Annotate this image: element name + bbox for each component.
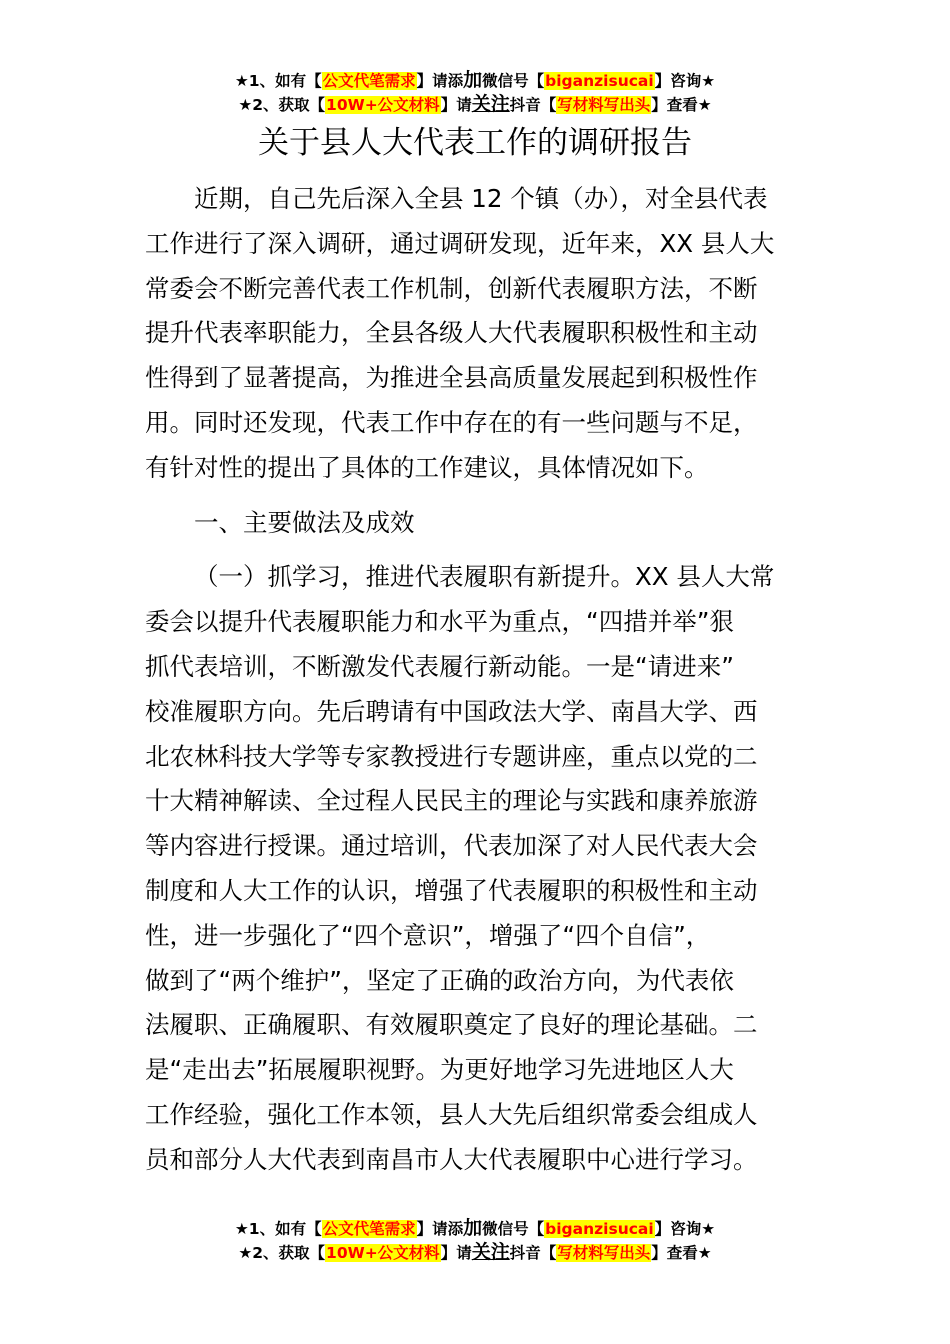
top-promo-banner bbox=[0, 68, 950, 116]
promo-highlight-materials: 10W+公文材料 bbox=[326, 1244, 440, 1262]
promo-line-1: ★1、如有【公文代笔需求】请添加微信号【biganzisucai】咨询★ bbox=[234, 1217, 716, 1239]
paragraph-intro: 近期，自己先后深入全县 12 个镇（办），对全县代表 工作进行了深入调研，通过调研发现，近年来，XX 县人大 常委会不断完善代表工作机制，创新代表履职方法，不断 提升代表率职能力，全县各级人大代表履职积极性和主动 性得到了显著提高，为推进全县高质量发展起到积极性作 用。同时还发现，代表工作中存在的有一些问题与不足， 有针对性的提出了具体的工作建议，具体情况如下。 bbox=[145, 184, 775, 482]
promo-highlight-service: 公文代笔需求 bbox=[322, 72, 416, 90]
section-heading-1: 一、主要做法及成效 bbox=[194, 507, 415, 537]
promo-line-2: ★2、获取【10W+公文材料】请关注抖音【写材料写出头】查看★ bbox=[238, 1241, 712, 1263]
promo-highlight-wechat: biganzisucai bbox=[545, 1220, 654, 1238]
promo-line-1: ★1、如有【公文代笔需求】请添加微信号【biganzisucai】咨询★ bbox=[234, 69, 716, 91]
promo-highlight-douyin: 写材料写出头 bbox=[557, 1244, 651, 1262]
document-title: 关于县人大代表工作的调研报告 bbox=[258, 125, 692, 161]
promo-highlight-service: 公文代笔需求 bbox=[322, 1220, 416, 1238]
promo-line-2: ★2、获取【10W+公文材料】请关注抖音【写材料写出头】查看★ bbox=[238, 93, 712, 115]
promo-highlight-douyin: 写材料写出头 bbox=[557, 96, 651, 114]
paragraph-study: （一）抓学习，推进代表履职有新提升。XX 县人大常 委会以提升代表履职能力和水平为重点，“四措并举”狠 抓代表培训，不断激发代表履行新动能。一是“请进来” 校准履职方向。先后聘请有中国政法大学、南昌大学、西 北农林科技大学等专家教授进行专题讲座，重点以党的二 十大精神解读、全过程人民民主的理论与实践和康养旅游 等内容进行授课。通过培训，代表加深了对人民代表大会 制度和人大工作的认识，增强了代表履职的积极性和主动 性，进一步强化了“四个意识”，增强了“四个自信”， 做到了“两个维护”，坚定了正确的政治方向，为代表依 法履职、正确履职、有效履职奠定了良好的理论基础。二 是“走出去”拓展履职视野。为更好地学习先进地区人大 工作经验，强化工作本领，县人大先后组织常委会组成人 员和部分人大代表到南昌市人大代表履职中心进行学习。 bbox=[145, 562, 775, 1174]
promo-highlight-materials: 10W+公文材料 bbox=[326, 96, 440, 114]
document-body bbox=[145, 177, 805, 1183]
bottom-promo-banner bbox=[0, 1216, 950, 1264]
promo-highlight-wechat: biganzisucai bbox=[545, 72, 654, 90]
